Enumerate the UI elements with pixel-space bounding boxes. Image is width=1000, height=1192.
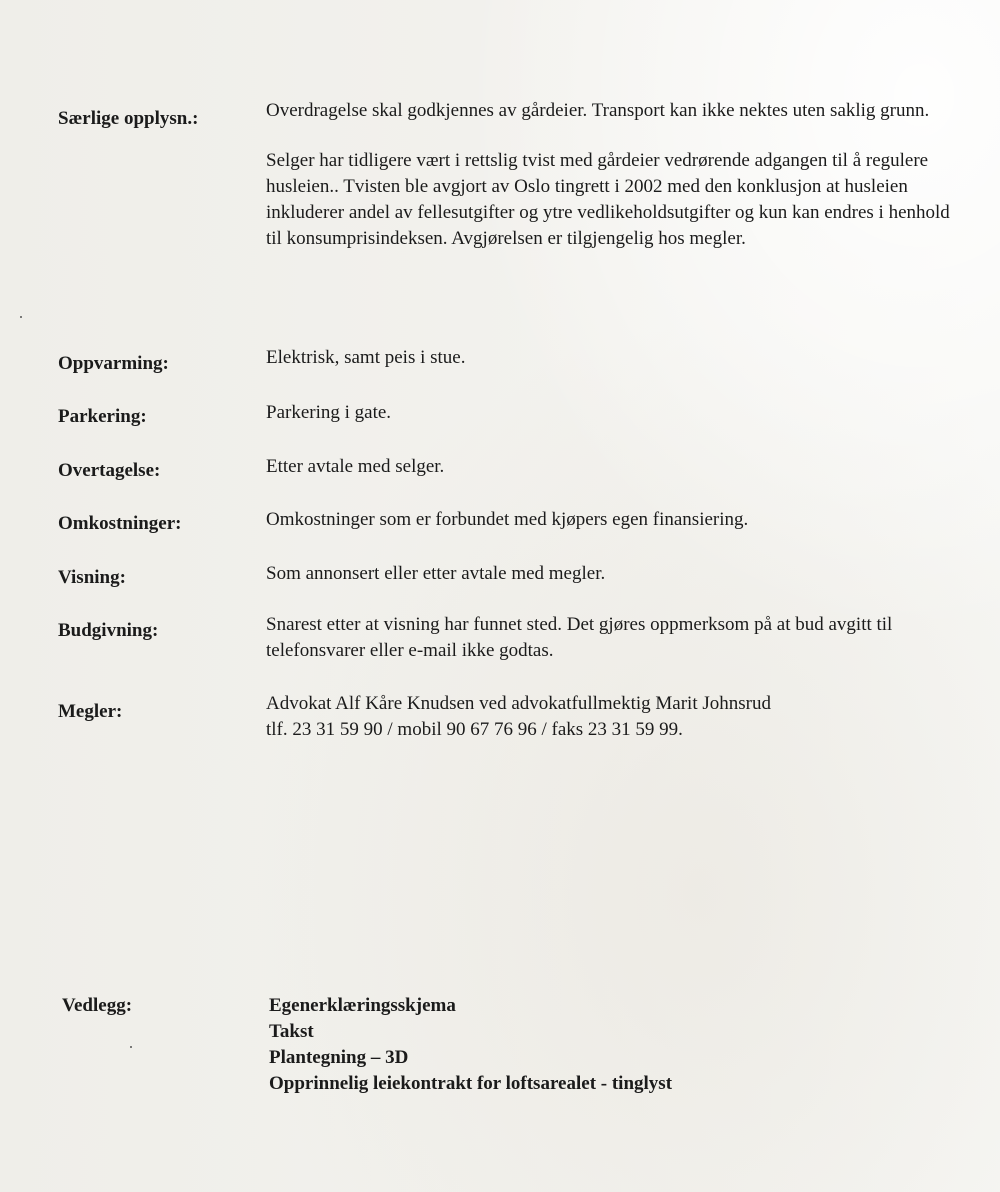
- scan-speck: [20, 316, 22, 318]
- attachment-item: Egenerklæringsskjema: [269, 995, 456, 1016]
- label-attachments: Vedlegg:: [62, 995, 133, 1016]
- value-bidding: Snarest etter at visning har funnet sted. Det gjøres oppmerksom på at bud avgitt til telefonsvarer eller e-mail ikke godtas.: [266, 614, 893, 661]
- attachment-item: Plantegning – 3D: [269, 1047, 409, 1068]
- attachment-item: Opprinnelig leiekontrakt for loftsarealet - tinglyst: [269, 1073, 673, 1094]
- scan-speck: [130, 1046, 132, 1048]
- attachment-item: Takst: [269, 1021, 314, 1042]
- value-parking: Parkering i gate.: [266, 402, 392, 423]
- value-takeover: Etter avtale med selger.: [266, 456, 445, 477]
- broker-contact-line: tlf. 23 31 59 90 / mobil 90 67 76 96 / faks 23 31 59 99.: [266, 719, 683, 740]
- broker-name-line: Advokat Alf Kåre Knudsen ved advokatfullmektig Marit Johnsrud: [266, 693, 771, 714]
- label-viewing: Visning:: [58, 567, 126, 588]
- label-costs: Omkostninger:: [58, 513, 182, 534]
- label-bidding: Budgivning:: [58, 620, 159, 641]
- value-costs: Omkostninger som er forbundet med kjøpers egen finansiering.: [266, 509, 749, 530]
- label-takeover: Overtagelse:: [58, 460, 161, 481]
- label-broker: Megler:: [58, 701, 123, 722]
- value-special-info: [266, 98, 956, 252]
- value-viewing: Som annonsert eller etter avtale med megler.: [266, 563, 606, 584]
- label-special-info: Særlige opplysn.:: [58, 108, 199, 129]
- paragraph-dispute: Selger har tidligere vært i rettslig tvist med gårdeier vedrørende adgangen til å regulere husleien.. Tvisten ble avgjort av Oslo tingrett i 2002 med den konklusjon at husleien inkluderer andel av fellesutgifter og ytre vedlikeholdsutgifter og kun kan endres i henhold til konsumprisindeksen. Avgjørelsen er tilgjengelig hos megler.: [266, 150, 950, 249]
- paragraph-transfer: Overdragelse skal godkjennes av gårdeier. Transport kan ikke nektes uten saklig grunn.: [266, 100, 930, 121]
- attachments-list: [269, 993, 959, 1097]
- label-heating: Oppvarming:: [58, 353, 169, 374]
- value-broker: [266, 691, 956, 743]
- label-parking: Parkering:: [58, 406, 147, 427]
- value-heating: Elektrisk, samt peis i stue.: [266, 347, 466, 368]
